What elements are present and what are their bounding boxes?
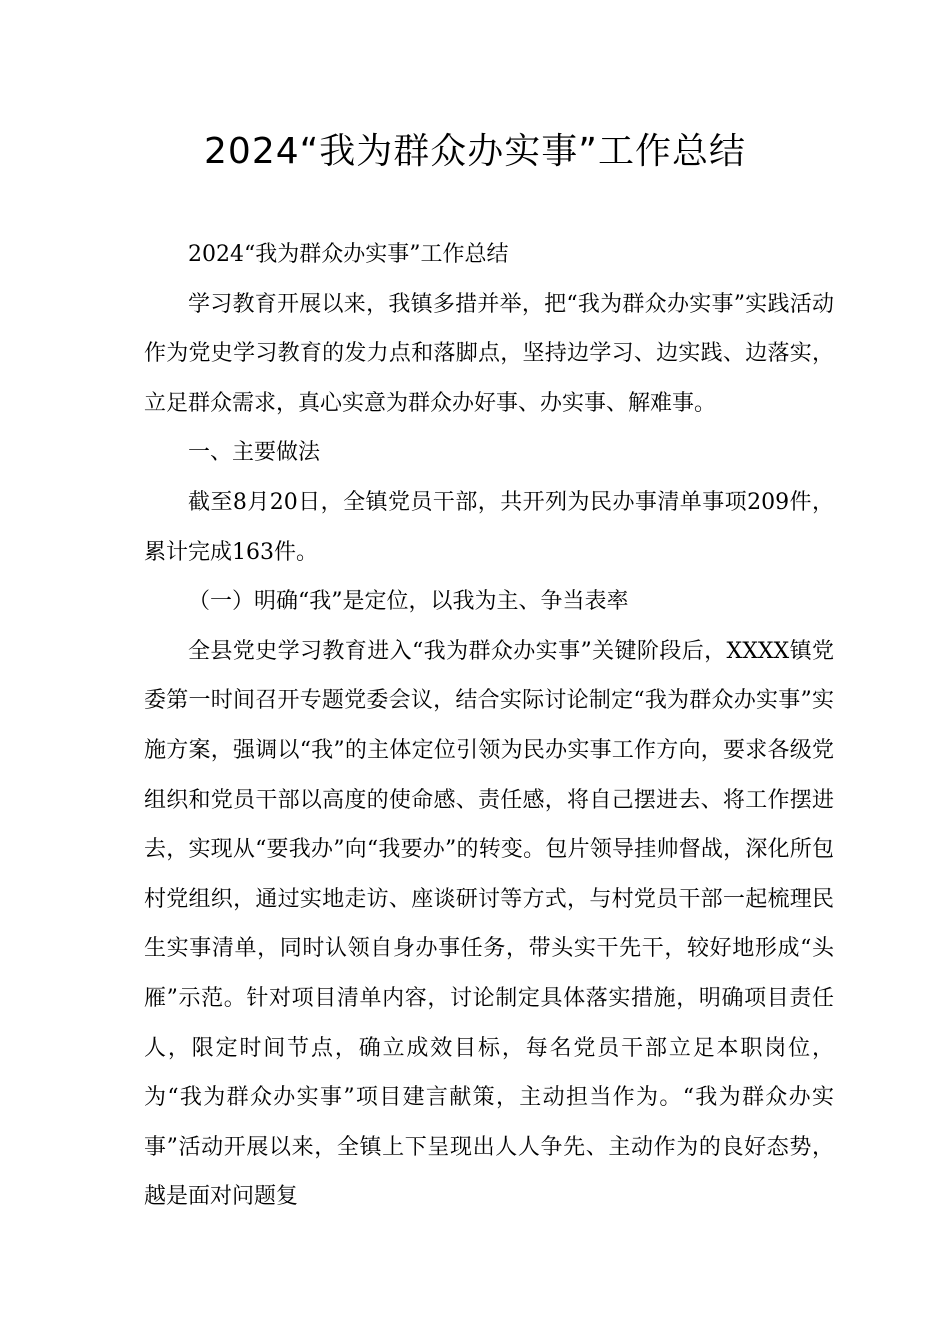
document-body — [144, 230, 834, 1222]
body-paragraph: 全县党史学习教育进入“我为群众办实事”关键阶段后，XXXX镇党委第一时间召开专题党委会议，结合实际讨论制定“我为群众办实事”实施方案，强调以“我”的主体定位引领为民办实事工作方向，要求各级党组织和党员干部以高度的使命感、责任感，将自己摆进去、将工作摆进去，实现从“要我办”向“我要办”的转变。包片领导挂帅督战，深化所包村党组织，通过实地走访、座谈研讨等方式，与村党员干部一起梳理民生实事清单，同时认领自身办事任务，带头实干先干，较好地形成“头雁”示范。针对项目清单内容，讨论制定具体落实措施，明确项目责任人，限定时间节点，确立成效目标，每名党员干部立足本职岗位，为“我为群众办实事”项目建言献策，主动担当作为。“我为群众办实事”活动开展以来，全镇上下呈现出人人争先、主动作为的良好态势，越是面对问题复 — [144, 638, 834, 1210]
subsection-heading: （一）明确“我”是定位，以我为主、争当表率 — [188, 589, 629, 615]
section-heading: 一、主要做法 — [188, 440, 321, 466]
document-title: 2024“我为群众办实事”工作总结 — [204, 131, 746, 172]
body-paragraph: 学习教育开展以来，我镇多措并举，把“我为群众办实事”实践活动作为党史学习教育的发力点和落脚点，坚持边学习、边实践、边落实，立足群众需求，真心实意为群众办好事、办实事、解难事。 — [144, 291, 834, 416]
body-paragraph: 2024“我为群众办实事”工作总结 — [188, 242, 509, 267]
body-paragraph: 截至8月20日，全镇党员干部，共开列为民办事清单事项209件，累计完成163件。 — [144, 489, 834, 565]
